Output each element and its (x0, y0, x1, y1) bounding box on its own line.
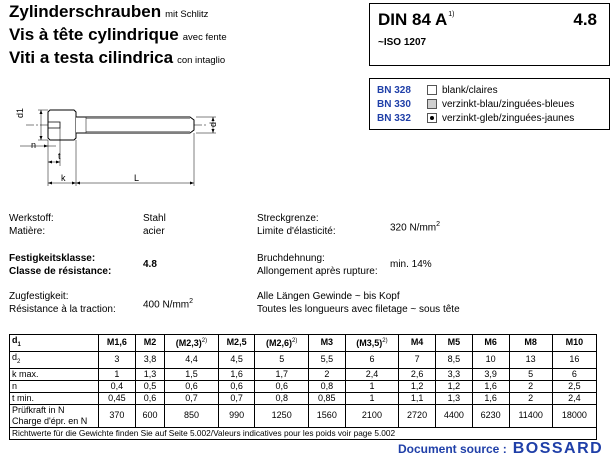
table-row (10, 392, 597, 404)
size-header: M2,5 (218, 335, 255, 352)
cell: 2,4 (345, 368, 398, 380)
cell: 0,7 (218, 392, 255, 404)
cell: 1,3 (135, 368, 164, 380)
checkbox-dot-icon (427, 113, 437, 123)
cell: 1,6 (472, 380, 509, 392)
cell: 0,4 (99, 380, 136, 392)
cell: 5,5 (308, 351, 345, 368)
cell: 1,3 (435, 392, 472, 404)
cell: 600 (135, 404, 164, 427)
cell: 2,6 (399, 368, 436, 380)
cell: 0,6 (165, 380, 218, 392)
cell: 850 (165, 404, 218, 427)
dim-d: d (208, 121, 218, 127)
cell: 1250 (255, 404, 308, 427)
cell: 0,5 (135, 380, 164, 392)
cell: 16 (552, 351, 596, 368)
bruchdehnung-value: min. 14% (390, 259, 432, 270)
gewinde-note: Alle Längen Gewinde ~ bis Kopf Toutes les longueurs avec filetage ~ sous tête (257, 291, 460, 315)
cell: 5 (509, 368, 552, 380)
cell: 1 (99, 368, 136, 380)
table-header-label: $d_1$ (10, 335, 99, 352)
cell: 1,2 (435, 380, 472, 392)
document-source: Document source : BOSSARD (398, 440, 604, 457)
festigkeitsklasse-label: Festigkeitsklasse: Classe de résistance: (9, 253, 112, 277)
cell: 1 (345, 392, 398, 404)
cell: 0,45 (99, 392, 136, 404)
size-header: M10 (552, 335, 596, 352)
pruefkraft-label: Prüfkraft in N Charge d'épr. en N (10, 404, 99, 427)
cell: 370 (99, 404, 136, 427)
dim-t: t (58, 151, 61, 161)
cell: 4,4 (165, 351, 218, 368)
cell: 8,5 (435, 351, 472, 368)
bruchdehnung-label: Bruchdehnung: Allongement après rupture: (257, 253, 378, 277)
cell: 1,5 (165, 368, 218, 380)
cell: 1,6 (472, 392, 509, 404)
cell: 0,8 (255, 392, 308, 404)
cell: 0,85 (308, 392, 345, 404)
weights-note: Richtwerte für die Gewichte finden Sie auf Seite 5.002/Valeurs indicatives pour les poids voir page 5.002 (10, 427, 597, 439)
cell: 2720 (399, 404, 436, 427)
title-fr: Vis à tête cylindrique avec fente (9, 25, 227, 44)
cell: 2,5 (552, 380, 596, 392)
size-header: $(M3,5)^{2)}$ (345, 335, 398, 352)
cell: 5 (255, 351, 308, 368)
dim-k: k (61, 173, 66, 183)
title-de: Zylinderschrauben mit Schlitz (9, 2, 209, 21)
title-it: Viti a testa cilindrica con intaglio (9, 48, 226, 67)
zugfestigkeit-label: Zugfestigkeit: Résistance à la traction: (9, 291, 116, 315)
bn-item: BN 332 verzinkt-gleb/zinguées-jaunes (377, 112, 575, 124)
dim-L: L (134, 173, 140, 183)
werkstoff-value: Stahl acier (143, 213, 166, 237)
cell: 1,2 (399, 380, 436, 392)
cell: 7 (399, 351, 436, 368)
bn-box (369, 78, 610, 130)
table-row (10, 404, 597, 427)
bn-item: BN 330 verzinkt-blau/zinguées-bleues (377, 98, 575, 110)
cell: 18000 (552, 404, 596, 427)
table-row (10, 380, 597, 392)
cell: 3,9 (472, 368, 509, 380)
din-box (369, 3, 610, 66)
cell: 3,3 (435, 368, 472, 380)
cell: 0,6 (135, 392, 164, 404)
cell: 3,8 (135, 351, 164, 368)
dim-n: n (31, 140, 37, 150)
size-header: M3 (308, 335, 345, 352)
cell: 0,8 (308, 380, 345, 392)
streckgrenze-value: 320 $N/mm^2$ (390, 221, 441, 234)
bossard-logo: BOSSARD (512, 440, 604, 457)
row-label: k max. (10, 368, 99, 380)
cell: 2100 (345, 404, 398, 427)
cell: 4,5 (218, 351, 255, 368)
size-header: M4 (399, 335, 436, 352)
checkbox-gray-icon (427, 99, 437, 109)
cell: 10 (472, 351, 509, 368)
row-label: n (10, 380, 99, 392)
cell: 2,4 (552, 392, 596, 404)
din-standard: DIN 84 $A^{1)}$ (378, 10, 455, 29)
cell: 2 (509, 392, 552, 404)
size-header: M2 (135, 335, 164, 352)
cell: 1 (345, 380, 398, 392)
size-header: M8 (509, 335, 552, 352)
table-note-row (10, 427, 597, 439)
iso-equivalent: ~ISO 1207 (378, 37, 427, 48)
cell: 13 (509, 351, 552, 368)
bn-item: BN 328 blank/claires (377, 84, 498, 96)
size-header: M1,6 (99, 335, 136, 352)
cell: 2 (509, 380, 552, 392)
cell: 0,6 (218, 380, 255, 392)
size-header: $(M2,3)^{2)}$ (165, 335, 218, 352)
cell: 11400 (509, 404, 552, 427)
row-label: $d_2$ (10, 351, 99, 368)
size-header: $(M2,6)^{2)}$ (255, 335, 308, 352)
festigkeitsklasse-value: 4.8 (143, 259, 157, 270)
streckgrenze-label: Streckgrenze: Limite d'élasticité: (257, 213, 336, 237)
table-row (10, 351, 597, 368)
cell: 6 (552, 368, 596, 380)
cell: 6 (345, 351, 398, 368)
cell: 4400 (435, 404, 472, 427)
row-label: t min. (10, 392, 99, 404)
cell: 2 (308, 368, 345, 380)
cell: 6230 (472, 404, 509, 427)
cell: 0,7 (165, 392, 218, 404)
spec-table (9, 334, 597, 440)
checkbox-empty-icon (427, 85, 437, 95)
cell: 1,7 (255, 368, 308, 380)
size-header: M6 (472, 335, 509, 352)
werkstoff-label: Werkstoff: Matière: (9, 213, 54, 237)
zugfestigkeit-value: 400 $N/mm^2$ (143, 298, 194, 311)
din-grade: 4.8 (573, 10, 597, 29)
table-row (10, 368, 597, 380)
cell: 3 (99, 351, 136, 368)
cell: 1,1 (399, 392, 436, 404)
table-header-row (10, 335, 597, 352)
cell: 1,6 (218, 368, 255, 380)
size-header: M5 (435, 335, 472, 352)
cell: 990 (218, 404, 255, 427)
cell: 0,6 (255, 380, 308, 392)
dim-d1: d1 (15, 107, 25, 118)
cell: 1560 (308, 404, 345, 427)
